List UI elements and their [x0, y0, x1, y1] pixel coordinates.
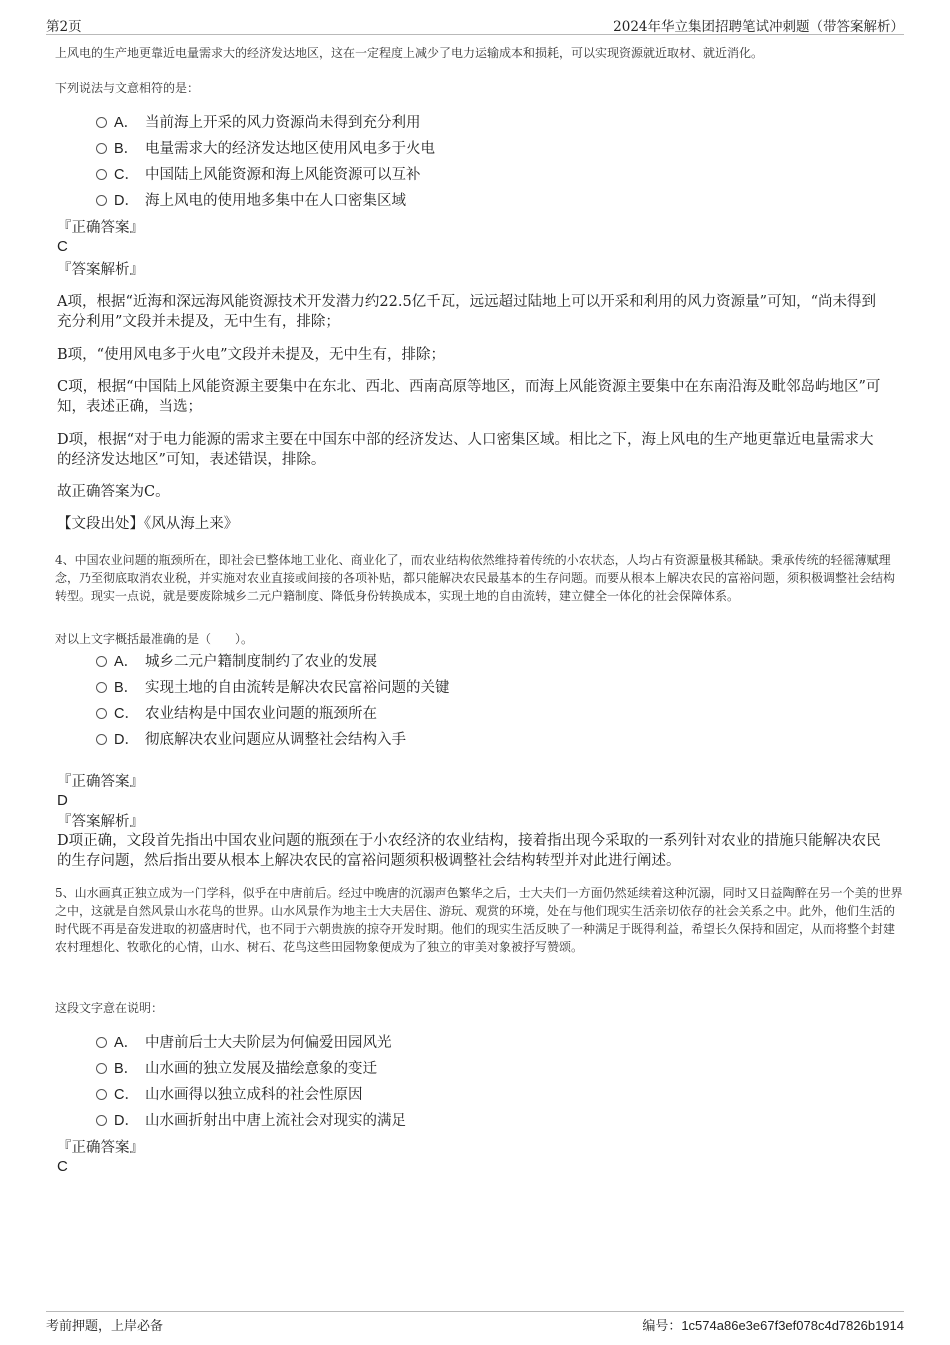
radio-icon[interactable]	[96, 656, 107, 667]
radio-icon[interactable]	[96, 169, 107, 180]
q4-answer: D	[57, 792, 68, 809]
q3-analysis-d: D项，根据“对于电力能源的需求主要在中国东中部的经济发达、人口密集区域。相比之下，海上风电的生产地更靠近电量需求大的经济发达地区”可知，表述错误，排除。	[57, 432, 874, 468]
page-footer	[46, 1311, 904, 1334]
q3-analysis-label: 『答案解析』	[57, 262, 144, 278]
radio-icon[interactable]	[96, 1063, 107, 1074]
q3-analysis-a: A项，根据“近海和深远海风能资源技术开发潜力约22.5亿千瓦，远远超过陆地上可以开采和利用的风力资源量”可知，“尚未得到充分利用”文段并未提及，无中生有，排除；	[57, 294, 876, 330]
radio-icon[interactable]	[96, 708, 107, 719]
radio-icon[interactable]	[96, 1115, 107, 1126]
q3-answer-label: 『正确答案』	[57, 220, 144, 236]
q3-option-a[interactable]: A． 当前海上开采的风力资源尚未得到充分利用	[96, 112, 421, 134]
radio-icon[interactable]	[96, 143, 107, 154]
q3-analysis-b: B项，“使用风电多于火电”文段并未提及，无中生有，排除；	[57, 347, 445, 363]
q3-analysis-c: C项，根据“中国陆上风能资源主要集中在东北、西北、西南高原等地区，而海上风能资源主要集中在东南沿海及毗邻岛屿地区”可知，表述正确，当选；	[57, 379, 881, 415]
q5-option-c[interactable]: C． 山水画得以独立成科的社会性原因	[96, 1084, 363, 1106]
radio-icon[interactable]	[96, 682, 107, 693]
q3-conclusion: 故正确答案为C。	[57, 484, 170, 500]
q3-source: 【文段出处】《风从海上来》	[57, 516, 239, 532]
q3-answer: C	[57, 238, 68, 255]
q5-option-d[interactable]: D． 山水画折射出中唐上流社会对现实的满足	[96, 1110, 406, 1132]
q5-option-b[interactable]: B． 山水画的独立发展及描绘意象的变迁	[96, 1058, 377, 1080]
page-header	[46, 14, 904, 35]
q4-analysis: D项正确，文段首先指出中国农业问题的瓶颈在于小农经济的农业结构，接着指出现今采取的一系列针对农业的措施只能解决农民的生存问题，然后指出要从根本上解决农民的富裕问题须积极调整社会结构转型并对此进行阐述。	[57, 833, 881, 869]
footer-slogan: 考前押题，上岸必备	[46, 1319, 164, 1334]
q4-option-d[interactable]: D． 彻底解决农业问题应从调整社会结构入手	[96, 729, 406, 751]
q3-option-c[interactable]: C． 中国陆上风能资源和海上风能资源可以互补	[96, 164, 421, 186]
radio-icon[interactable]	[96, 734, 107, 745]
q4-option-c[interactable]: C． 农业结构是中国农业问题的瓶颈所在	[96, 703, 377, 725]
q4-analysis-label: 『答案解析』	[57, 814, 144, 830]
q3-option-d[interactable]: D． 海上风电的使用地多集中在人口密集区域	[96, 190, 406, 212]
q5-option-a[interactable]: A． 中唐前后士大夫阶层为何偏爱田园风光	[96, 1032, 392, 1054]
q4-passage: 4、中国农业问题的瓶颈所在，即社会已整体地工业化、商业化了，而农业结构依然维持着传统的小农状态，人均占有资源量极其稀缺。秉承传统的轻徭薄赋理念，乃至彻底取消农业税，并实施对农业直接或间接的各项补贴，都只能解决农民最基本的生存问题。而要从根本上解决农民的富裕问题，须积极调整社会结构转型。现实一点说，就是要废除城乡二元户籍制度、降低身份转换成本，实现土地的自由流转，建立健全一体化的社会保障体系。	[55, 553, 896, 603]
radio-icon[interactable]	[96, 117, 107, 128]
q3-prompt: 下列说法与文意相符的是：	[55, 81, 200, 95]
q4-answer-label: 『正确答案』	[57, 774, 144, 790]
q4-option-b[interactable]: B． 实现土地的自由流转是解决农民富裕问题的关键	[96, 677, 450, 699]
q5-prompt: 这段文字意在说明：	[55, 1001, 164, 1015]
q5-passage: 5、山水画真正独立成为一门学科，似乎在中唐前后。经过中晚唐的沉溺声色繁华之后，士大夫们一方面仍然延续着这种沉溺，同时又日益陶醉在另一个美的世界之中，这就是自然风景山水花鸟的世界。山水风景作为地主士大夫居住、游玩、观赏的环境，处在与他们现实生活亲切依存的社会关系之中。此外，他们生活的时代既不再是奋发进取的初盛唐时代，也不同于六朝贵族的掠夺开发时期。他们的现实生活反映了一种满足于既得利益，希望长久保持和固定，从而将整个封建农村理想化、牧歌化的心情，山水、树石、花鸟这些田园物象便成为了独立的审美对象被抒写赞颂。	[55, 886, 903, 954]
q5-answer: C	[57, 1158, 68, 1175]
q5-answer-label: 『正确答案』	[57, 1140, 144, 1156]
radio-icon[interactable]	[96, 195, 107, 206]
footer-code: 编号：1c574a86e3e67f3ef078c4d7826b1914	[642, 1318, 904, 1334]
q4-option-a[interactable]: A． 城乡二元户籍制度制约了农业的发展	[96, 651, 377, 673]
document-title: 2024年华立集团招聘笔试冲刺题（带答案解析）	[613, 19, 904, 35]
page-number: 第2页	[46, 19, 82, 35]
radio-icon[interactable]	[96, 1089, 107, 1100]
radio-icon[interactable]	[96, 1037, 107, 1048]
q3-passage-tail: 上风电的生产地更靠近电量需求大的经济发达地区，这在一定程度上减少了电力运输成本和损耗，可以实现资源就近取材、就近消化。	[55, 46, 764, 60]
q3-option-b[interactable]: B． 电量需求大的经济发达地区使用风电多于火电	[96, 138, 435, 160]
q4-prompt: 对以上文字概括最准确的是（ ）。	[55, 632, 254, 646]
